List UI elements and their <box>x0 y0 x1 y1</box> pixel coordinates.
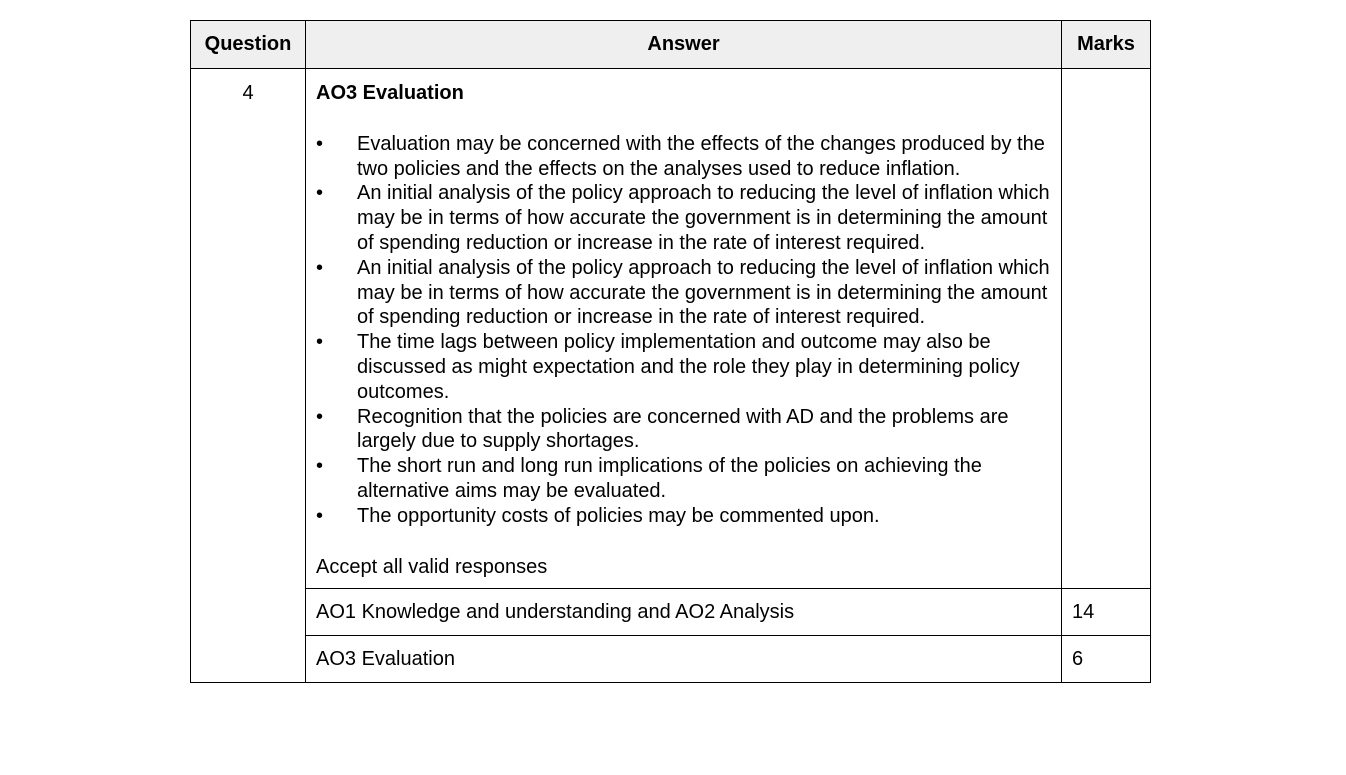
mark-scheme-table <box>190 20 1151 683</box>
bullet-icon: • <box>316 182 324 205</box>
list-item <box>316 454 1051 504</box>
answer-row <box>191 69 1151 589</box>
answer-column-header: Answer <box>306 21 1062 69</box>
list-item-text: The opportunity costs of policies may be commented upon. <box>357 504 880 527</box>
question-column-header: Question <box>191 21 306 69</box>
bullet-icon: • <box>316 504 324 527</box>
answer-cell <box>306 69 1062 589</box>
evaluation-points-list <box>316 132 1051 529</box>
list-item-text: The time lags between policy implementation and outcome may also be discussed as might expectation and the role they play in determining policy outcomes. <box>357 331 1020 403</box>
section-heading: AO3 Evaluation <box>316 82 464 104</box>
accept-note: Accept all valid responses <box>316 555 548 578</box>
list-item <box>316 181 1051 255</box>
bullet-icon: • <box>316 455 324 478</box>
list-item <box>316 256 1051 330</box>
bullet-icon: • <box>316 132 324 155</box>
table-row <box>191 589 1151 636</box>
list-item <box>316 132 1051 182</box>
marks-column-header: Marks <box>1062 21 1151 69</box>
table-row <box>191 636 1151 683</box>
list-item <box>316 405 1051 455</box>
list-item <box>316 330 1051 404</box>
question-number: 4 <box>191 69 306 683</box>
header-row <box>191 21 1151 69</box>
list-item-text: Evaluation may be concerned with the effects of the changes produced by the two policies and the effects on the analyses used to reduce inflation. <box>357 132 1045 180</box>
mark-row-value: 6 <box>1062 636 1151 683</box>
mark-row-label: AO3 Evaluation <box>306 636 1062 683</box>
bullet-icon: • <box>316 256 324 279</box>
list-item <box>316 504 1051 529</box>
list-item-text: Recognition that the policies are concerned with AD and the problems are largely due to supply shortages. <box>357 405 1009 453</box>
bullet-icon: • <box>316 331 324 354</box>
marks-cell-empty <box>1062 69 1151 589</box>
mark-row-label: AO1 Knowledge and understanding and AO2 Analysis <box>306 589 1062 636</box>
list-item-text: An initial analysis of the policy approach to reducing the level of inflation which may be in terms of how accurate the government is in determining the amount of spending reduction or increase in the rate of interest required. <box>357 182 1050 254</box>
list-item-text: An initial analysis of the policy approach to reducing the level of inflation which may be in terms of how accurate the government is in determining the amount of spending reduction or increase in the rate of interest required. <box>357 256 1050 329</box>
mark-row-value: 14 <box>1062 589 1151 636</box>
list-item-text: The short run and long run implications of the policies on achieving the alternative aims may be evaluated. <box>357 455 982 502</box>
bullet-icon: • <box>316 405 324 428</box>
